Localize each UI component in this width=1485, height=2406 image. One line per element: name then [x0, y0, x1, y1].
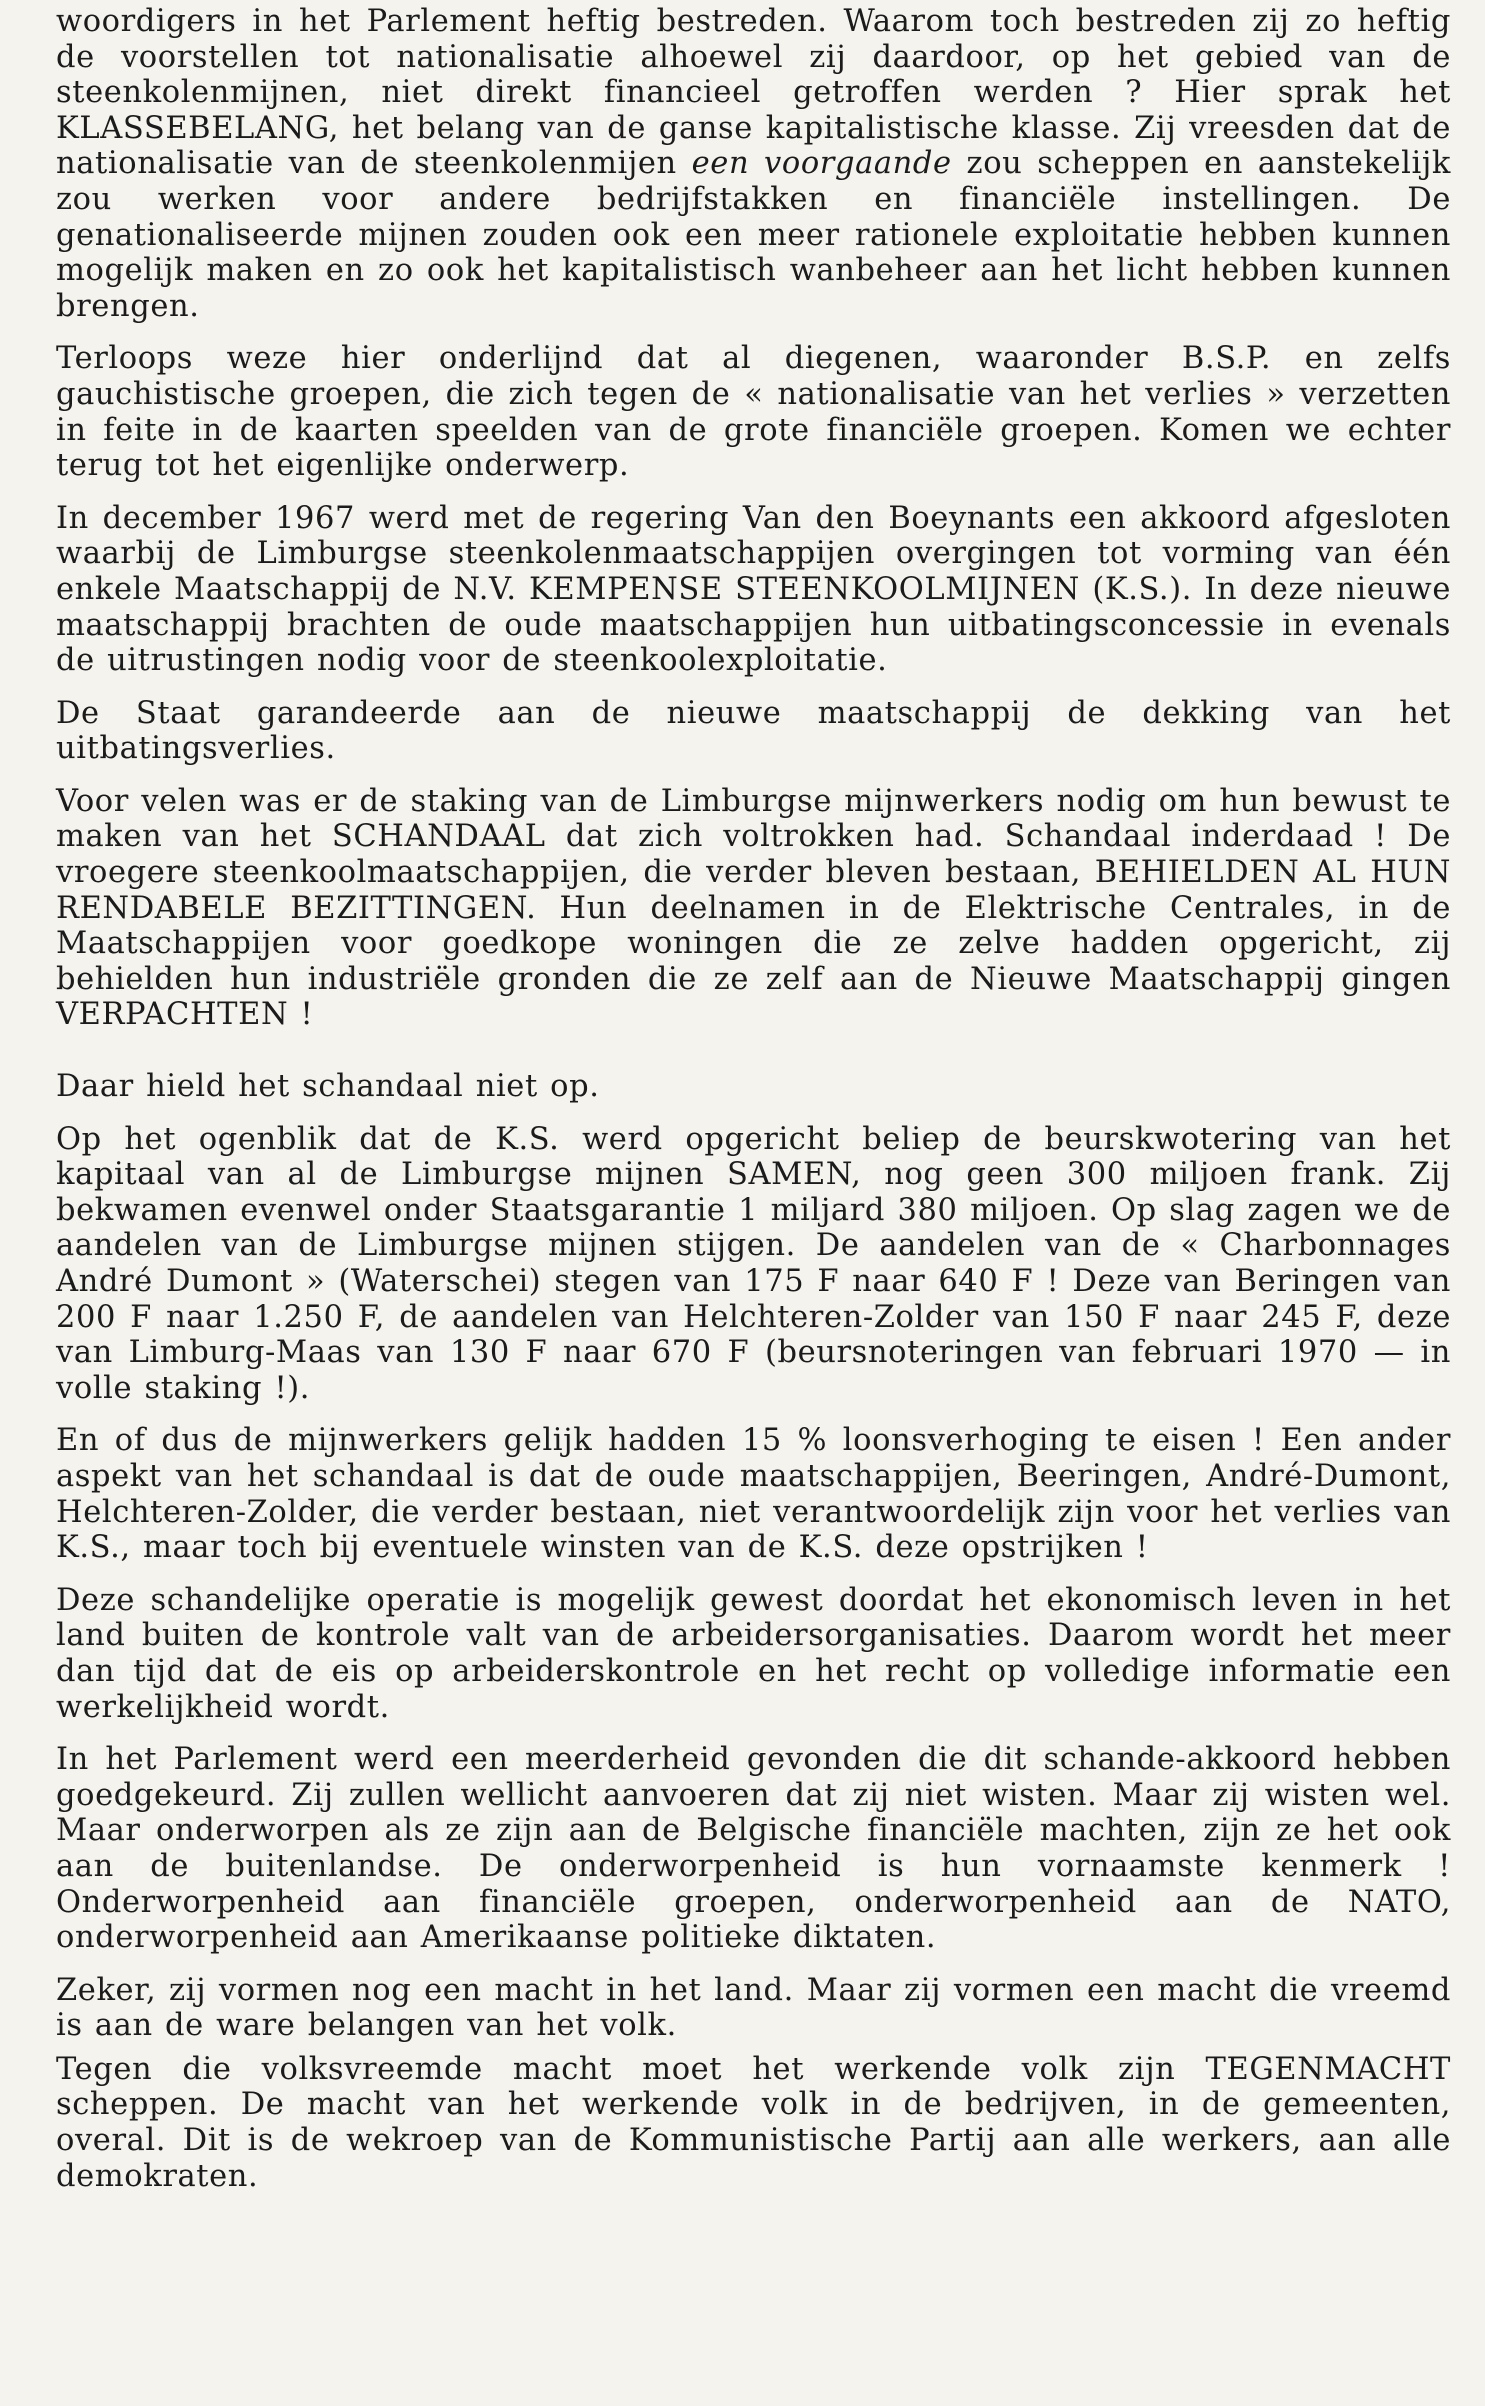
text-segment: Deze schandelijke operatie is mogelijk gewest doordat het ekonomisch leven in het land buiten de kontrole valt van de arbeidersorganisaties. Daarom wordt het meer dan tijd dat de eis op arbeiderskontrole en het recht op volledige informatie een werkelijkheid wordt.	[56, 1582, 1451, 1725]
paragraph-1	[56, 4, 1451, 324]
text-segment: En of dus de mijnwerkers gelijk hadden 15 % loonsverhoging te eisen ! Een ander aspekt van het schandaal is dat de oude maatschappijen, Beeringen, André-Dumont, Helchteren-Zolder, die verder bestaan, niet verantwoordelijk zijn voor het verlies van K.S., maar toch bij eventuele winsten van de K.S. deze opstrijken !	[56, 1423, 1451, 1566]
text-segment-italic: een voorgaande	[691, 146, 952, 182]
text-segment: Daar hield het schandaal niet op.	[56, 1069, 600, 1105]
text-segment: Op het ogenblik dat de K.S. werd opgericht beliep de beurskwotering van het kapitaal van al de Limburgse mijnen SAMEN, nog geen 300 miljoen frank. Zij bekwamen evenwel onder Staatsgarantie 1 miljard 380 miljoen. Op slag zagen we de aandelen van de Limburgse mijnen stijgen. De aandelen van de « Charbonnages André Dumont » (Waterschei) stegen van 175 F naar 640 F ! Deze van Beringen van 200 F naar 1.250 F, de aandelen van Helchteren-Zolder van 150 F naar 245 F, deze van Limburg-Maas van 130 F naar 670 F (beursnoteringen van februari 1970 — in volle staking !).	[56, 1121, 1451, 1406]
paragraph-2	[56, 341, 1451, 483]
paragraph-12	[56, 2052, 1451, 2194]
text-segment: In het Parlement werd een meerderheid gevonden die dit schande-akkoord hebben goedgekeurd. Zij zullen wellicht aanvoeren dat zij niet wisten. Maar zij wisten wel. Maar onderworpen als ze zijn aan de Belgische financiële machten, zijn ze het ook aan de buitenlandse. De onderworpenheid is hun vornaamste kenmerk ! Onderworpenheid aan financiële groepen, onderworpenheid aan de NATO, onderworpenheid aan Amerikaanse politieke diktaten.	[56, 1742, 1451, 1956]
paragraph-5	[56, 784, 1451, 1033]
paragraph-9	[56, 1583, 1451, 1725]
paragraph-3	[56, 501, 1451, 679]
text-segment: Terloops weze hier onderlijnd dat al diegenen, waaronder B.S.P. en zelfs gauchistische groepen, die zich tegen de « nationalisatie van het verlies » verzetten in feite in de kaarten speelden van de grote financiële groepen. Komen we echter terug tot het eigenlijke onderwerp.	[56, 341, 1451, 484]
paragraph-6	[56, 1069, 1451, 1105]
article-body	[56, 4, 1451, 2194]
paragraph-7	[56, 1122, 1451, 1407]
paragraph-10	[56, 1742, 1451, 1956]
paragraph-11	[56, 1973, 1451, 2044]
paragraph-4	[56, 696, 1451, 767]
text-segment: De Staat garandeerde aan de nieuwe maatschappij de dekking van het uitbatingsverlies.	[56, 695, 1451, 767]
text-segment: In december 1967 werd met de regering Van den Boeynants een akkoord afgesloten waarbij de Limburgse steenkolenmaatschappijen overgingen tot vorming van één enkele Maatschappij de N.V. KEMPENSE STEENKOOLMIJNEN (K.S.). In deze nieuwe maatschappij brachten de oude maatschappijen hun uitbatingsconcessie in evenals de uitrustingen nodig voor de steenkoolexploitatie.	[56, 500, 1451, 679]
text-segment: zou scheppen en aanstekelijk zou werken voor andere bedrijfstakken en financiële instellingen. De genationaliseerde mijnen zouden ook een meer rationele exploitatie hebben kunnen mogelijk maken en zo ook het kapitalistisch wanbeheer aan het licht hebben kunnen brengen.	[56, 146, 1451, 324]
text-segment: Tegen die volksvreemde macht moet het werkende volk zijn TEGENMACHT scheppen. De macht van het werkende volk in de bedrijven, in de gemeenten, overal. Dit is de wekroep van de Kommunistische Partij aan alle werkers, aan alle demokraten.	[56, 2051, 1451, 2194]
text-segment: woordigers in het Parlement heftig bestreden. Waarom toch bestreden zij zo heftig de voorstellen tot nationalisatie alhoewel zij daardoor, op het gebied van de steenkolenmijnen, niet direkt financieel getroffen werden ? Hier sprak het KLASSEBELANG, het belang van de ganse kapitalistische klasse. Zij vreesden dat de nationalisatie van de steenkolenmijen	[56, 4, 1451, 182]
text-segment: Zeker, zij vormen nog een macht in het land. Maar zij vormen een macht die vreemd is aan de ware belangen van het volk.	[56, 1972, 1451, 2044]
text-segment: Voor velen was er de staking van de Limburgse mijnwerkers nodig om hun bewust te maken van het SCHANDAAL dat zich voltrokken had. Schandaal inderdaad ! De vroegere steenkoolmaatschappijen, die verder bleven bestaan, BEHIELDEN AL HUN RENDABELE BEZITTINGEN. Hun deelnamen in de Elektrische Centrales, in de Maatschappijen voor goedkope woningen die ze zelve hadden opgericht, zij behielden hun industriële gronden die ze zelf aan de Nieuwe Maatschappij gingen VERPACHTEN !	[56, 783, 1452, 1033]
paragraph-8	[56, 1423, 1451, 1565]
